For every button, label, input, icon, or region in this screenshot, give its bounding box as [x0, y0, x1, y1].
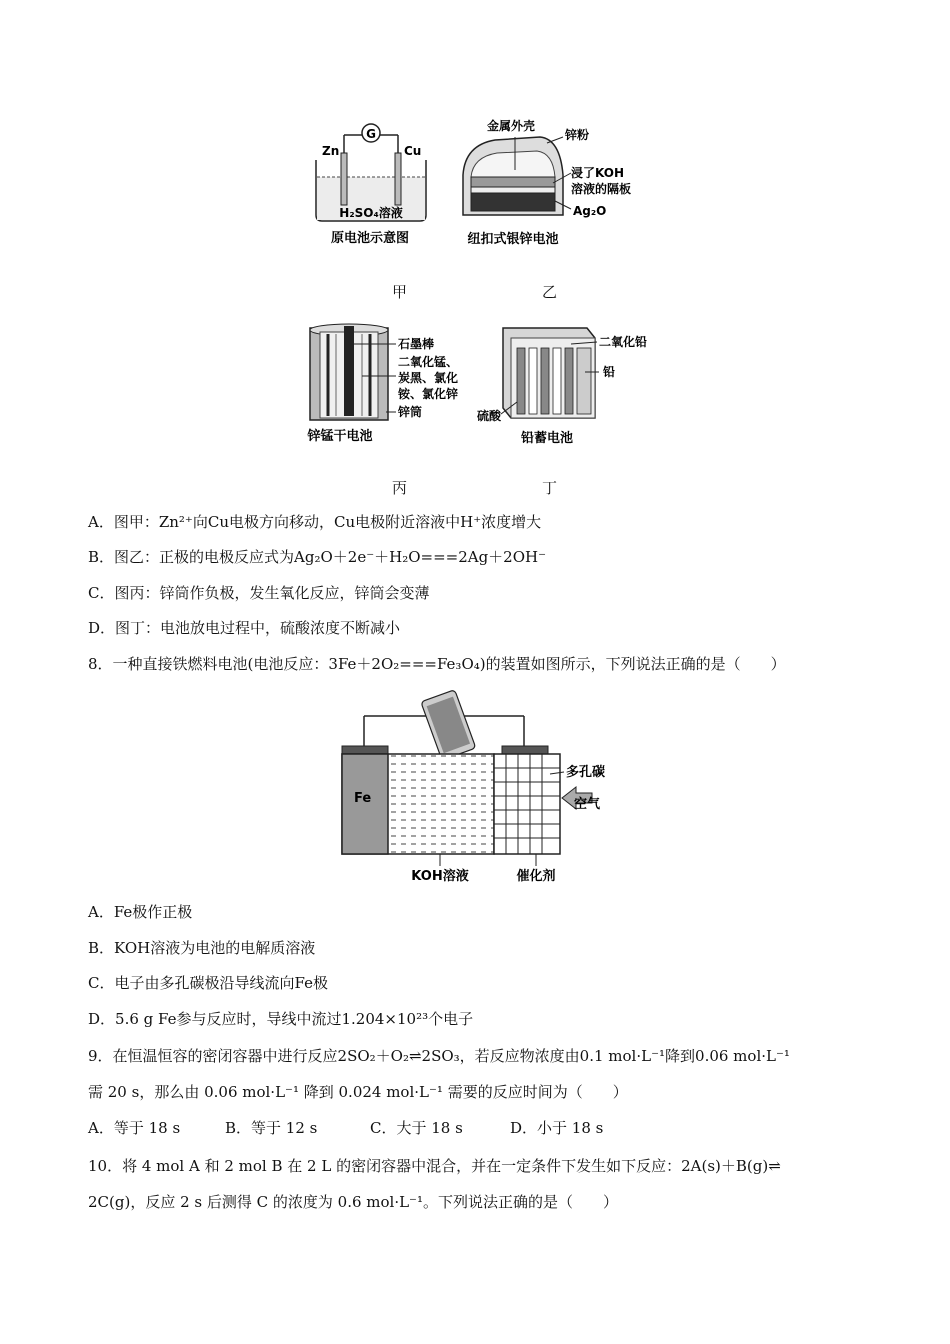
plate-5	[565, 348, 573, 414]
porous-carbon-electrode	[494, 754, 560, 854]
q10-stem-line-1: 10．将 4 mol A 和 2 mol B 在 2 L 的密闭容器中混合，并在一定条件下发生如下反应：2A(s)＋B(g)⇌	[88, 1157, 781, 1175]
separator-label-2: 溶液的隔板	[571, 182, 632, 196]
q9-option-b: B．等于 12 s	[225, 1119, 318, 1137]
acid-label: 硫酸	[477, 409, 502, 423]
figure-mark-yi: 乙	[542, 283, 558, 301]
figure-bing-caption: 锌锰干电池	[307, 429, 373, 444]
q8-option-c: C．电子由多孔碳极沿导线流向Fe极	[88, 974, 328, 992]
q7-option-c: C．图丙：锌筒作负极，发生氧化反应，锌筒会变薄	[88, 584, 430, 602]
solution-label: H₂SO₄溶液	[339, 206, 403, 220]
mix-label-1: 二氧化锰、	[398, 355, 459, 369]
carbon-cap	[502, 746, 548, 754]
koh-solution	[388, 754, 494, 854]
q8-option-d: D．5.6 g Fe参与反应时，导线中流过1.204×10²³个电子	[88, 1010, 474, 1028]
plate-4	[553, 348, 561, 414]
ag2o-layer	[471, 193, 555, 211]
zn-electrode	[341, 153, 347, 205]
q10-stem-line-2: 2C(g)，反应 2 s 后测得 C 的浓度为 0.6 mol·L⁻¹。下列说法正确的是（ ）	[88, 1193, 618, 1211]
separator-label-1: 浸了KOH	[571, 166, 625, 180]
koh-label: KOH溶液	[411, 869, 469, 884]
zinc-label: 锌粉	[565, 128, 590, 142]
figure-mark-ding: 丁	[542, 479, 558, 497]
q9-option-a: A．等于 18 s	[88, 1119, 181, 1137]
figure-fuel-cell	[330, 688, 630, 888]
plate-2	[529, 348, 537, 414]
mix-label-2: 炭黑、氯化	[398, 371, 459, 385]
figure-mark-bing: 丙	[392, 479, 408, 497]
q8-stem: 8．一种直接铁燃料电池(电池反应：3Fe＋2O₂===Fe₃O₄)的装置如图所示，下列说法正确的是（ ）	[88, 655, 786, 673]
cu-label: Cu	[404, 144, 422, 158]
pbo2-label: 二氧化铅	[599, 335, 648, 349]
q9-option-c: C．大于 18 s	[370, 1119, 463, 1137]
figure-jia-caption: 原电池示意图	[330, 231, 410, 246]
zinc-powder	[471, 177, 555, 187]
figure-bing-dry-cell	[300, 320, 480, 450]
porous-carbon-label: 多孔碳	[566, 765, 606, 780]
catalyst-label: 催化剂	[516, 869, 556, 884]
phone-device-icon	[421, 690, 476, 761]
figure-yi-caption: 纽扣式银锌电池	[467, 232, 559, 247]
mix-label-3: 铵、氯化锌	[398, 387, 459, 401]
q7-option-a: A．图甲：Zn²⁺向Cu电极方向移动，Cu电极附近溶液中H⁺浓度增大	[88, 513, 542, 531]
zinc-can-label: 锌筒	[398, 405, 423, 419]
graphite-rod	[344, 326, 354, 416]
figure-ding-lead-battery	[475, 320, 675, 450]
figure-jia-galvanic-cell	[310, 115, 440, 250]
figure-ding-caption: 铅蓄电池	[520, 431, 574, 446]
plate-3	[541, 348, 549, 414]
q9-stem-line-1: 9．在恒温恒容的密闭容器中进行反应2SO₂＋O₂⇌2SO₃，若反应物浓度由0.1 mol·L⁻¹降到0.06 mol·L⁻¹	[88, 1047, 790, 1065]
separator	[471, 187, 555, 193]
plate-1	[517, 348, 525, 414]
graphite-rod-label: 石墨棒	[398, 337, 435, 351]
zn-label: Zn	[322, 144, 340, 158]
fe-label: Fe	[354, 791, 372, 806]
air-label: 空气	[574, 797, 601, 812]
q7-option-d: D．图丁：电池放电过程中，硫酸浓度不断减小	[88, 619, 401, 637]
galvanometer-label: G	[366, 127, 376, 141]
q9-stem-line-2: 需 20 s，那么由 0.06 mol·L⁻¹ 降到 0.024 mol·L⁻¹ 需要的反应时间为（ ）	[88, 1083, 628, 1101]
q7-option-b: B．图乙：正极的电极反应式为Ag₂O＋2e⁻＋H₂O===2Ag＋2OH⁻	[88, 548, 547, 566]
shell-label: 金属外壳	[487, 119, 536, 133]
figure-mark-jia: 甲	[392, 283, 408, 301]
q9-option-d: D．小于 18 s	[510, 1119, 604, 1137]
pb-label: 铅	[603, 365, 616, 379]
q8-option-b: B．KOH溶液为电池的电解质溶液	[88, 939, 316, 957]
ag2o-label: Ag₂O	[573, 204, 607, 218]
figure-yi-button-cell	[455, 115, 635, 250]
fe-cap	[342, 746, 388, 754]
q8-option-a: A．Fe极作正极	[88, 903, 193, 921]
cu-electrode	[395, 153, 401, 205]
